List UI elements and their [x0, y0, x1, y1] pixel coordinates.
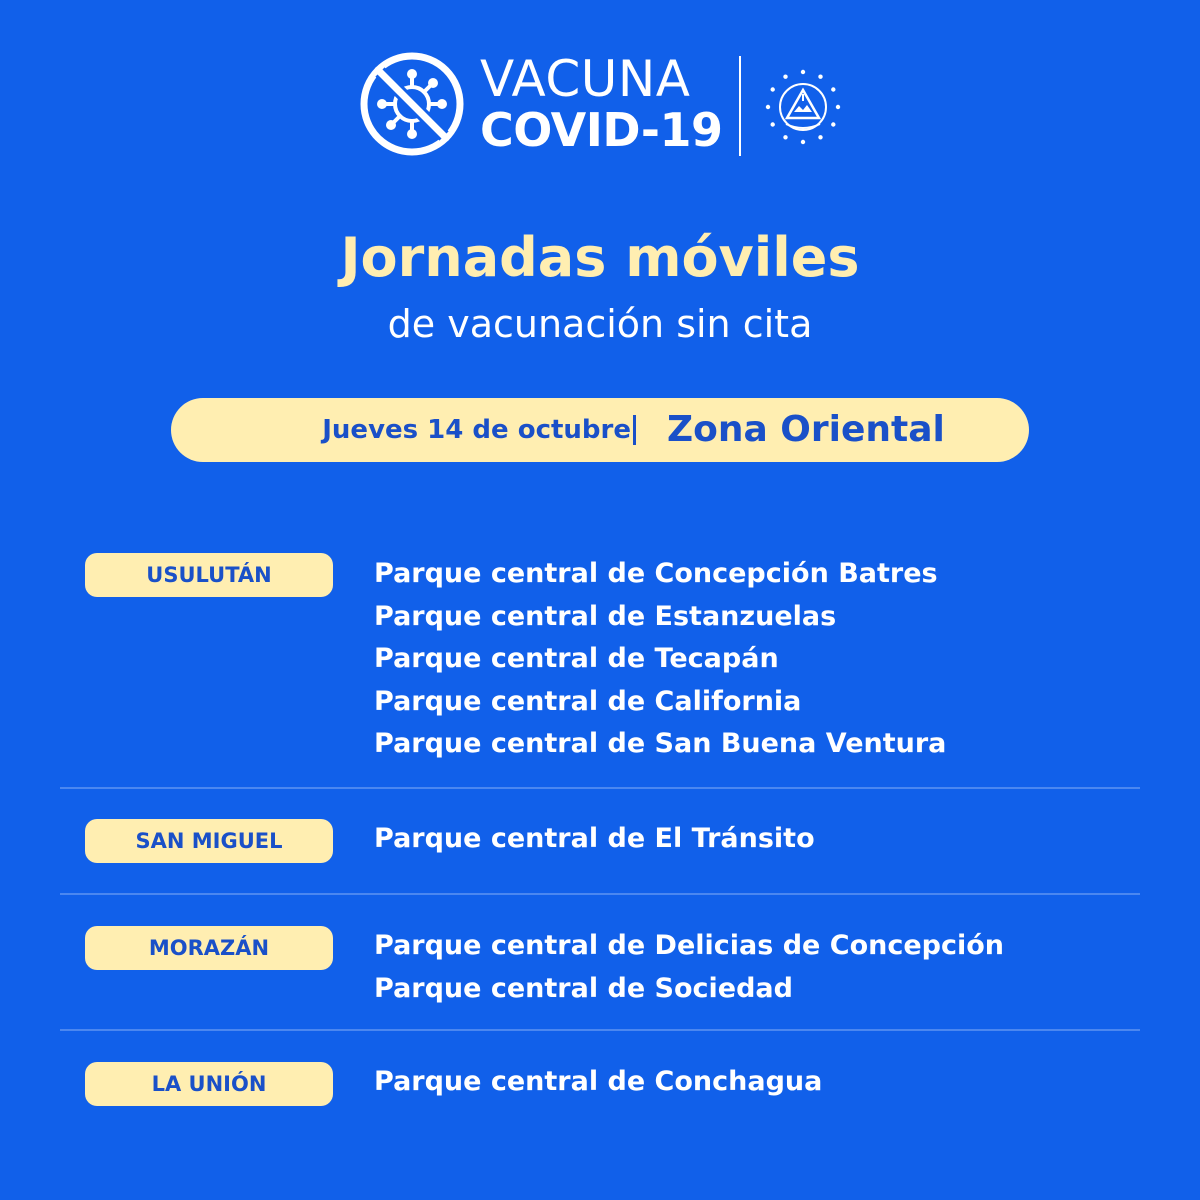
vacuna-covid-logo: [358, 48, 848, 160]
department-badge-usulutan: USULUTÁN: [85, 553, 333, 597]
logo-divider: [739, 56, 741, 156]
place-list-morazan: [374, 925, 1004, 1010]
list-item: Parque central de Estanzuelas: [374, 600, 837, 632]
place-list-usulutan: [374, 553, 946, 766]
list-item: Parque central de Tecapán: [374, 643, 779, 675]
list-item: Parque central de El Tránsito: [374, 823, 815, 854]
list-item: Parque central de Delicias de Concepción: [374, 930, 1005, 961]
place-list-la-union: [374, 1061, 822, 1104]
list-item: Parque central de California: [374, 685, 802, 717]
zone-label: Zona Oriental: [667, 409, 945, 450]
region-separator: [60, 1029, 1140, 1031]
no-virus-icon: [358, 50, 466, 158]
logo-line-covid: COVID-19: [480, 103, 723, 157]
logo-wordmark: [480, 48, 723, 160]
list-item: Parque central de Sociedad: [374, 972, 793, 1004]
coat-of-arms-icon: [764, 68, 842, 146]
region-separator: [60, 893, 1140, 895]
event-date: Jueves 14 de octubre: [322, 415, 631, 445]
banner-divider: [633, 415, 636, 445]
list-item: Parque central de Concepción Batres: [374, 558, 938, 589]
list-item: Parque central de Conchagua: [374, 1066, 823, 1097]
logo-line-vacuna: VACUNA: [480, 50, 691, 108]
date-zone-banner: [171, 398, 1029, 462]
department-badge-la-union: LA UNIÓN: [85, 1062, 333, 1106]
department-badge-morazan: MORAZÁN: [85, 926, 333, 970]
page-title: Jornadas móviles: [340, 226, 860, 289]
department-badge-san-miguel: SAN MIGUEL: [85, 819, 333, 863]
list-item: Parque central de San Buena Ventura: [374, 728, 947, 760]
page-subtitle: de vacunación sin cita: [387, 302, 813, 346]
place-list-san-miguel: [374, 818, 815, 861]
region-separator: [60, 787, 1140, 789]
